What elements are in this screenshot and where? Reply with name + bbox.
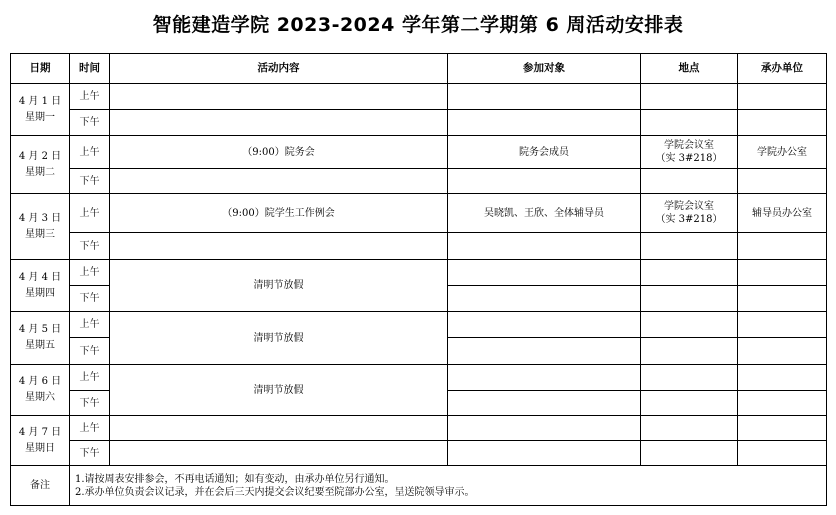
participants-cell — [448, 233, 641, 260]
organizer-cell — [738, 84, 827, 110]
organizer-cell — [738, 365, 827, 391]
weekday-label: 星期一 — [25, 111, 55, 123]
header-date: 日期 — [11, 54, 70, 84]
content-cell: 清明节放假 — [110, 365, 448, 416]
location-cell — [641, 110, 738, 136]
participants-cell — [448, 110, 641, 136]
location-cell — [641, 84, 738, 110]
table-row — [11, 136, 827, 169]
organizer-cell — [738, 233, 827, 260]
content-cell — [110, 441, 448, 466]
table-row — [11, 233, 827, 260]
content-cell — [110, 233, 448, 260]
header-content: 活动内容 — [110, 54, 448, 84]
notes-row — [11, 466, 827, 506]
date-cell — [11, 416, 70, 466]
content-cell: （9:00）院务会 — [110, 136, 448, 169]
participants-cell — [448, 416, 641, 441]
page-title: 智能建造学院 2023-2024 学年第二学期第 6 周活动安排表 — [152, 14, 684, 36]
period-am: 上午 — [70, 84, 110, 110]
participants-cell — [448, 260, 641, 286]
date-cell — [11, 365, 70, 416]
organizer-cell — [738, 416, 827, 441]
period-am: 上午 — [70, 194, 110, 233]
content-cell: 清明节放假 — [110, 260, 448, 312]
content-cell: 清明节放假 — [110, 312, 448, 365]
location-cell — [641, 338, 738, 365]
location-cell — [641, 169, 738, 194]
header-time: 时间 — [70, 54, 110, 84]
header-location: 地点 — [641, 54, 738, 84]
table-row — [11, 365, 827, 391]
weekday-label: 星期日 — [25, 442, 55, 454]
location-line: 学院会议室 — [664, 201, 714, 212]
date-label: 4 月 4 日 — [18, 271, 62, 283]
location-cell — [641, 365, 738, 391]
organizer-cell — [738, 391, 827, 416]
participants-cell: 院务会成员 — [448, 136, 641, 169]
table-row — [11, 260, 827, 286]
period-pm: 下午 — [70, 441, 110, 466]
location-line: （实 3#218） — [655, 214, 723, 225]
organizer-cell — [738, 110, 827, 136]
table-row — [11, 312, 827, 338]
organizer-cell — [738, 441, 827, 466]
note-line: 1.请按周表安排参会，不再电话通知；如有变动，由承办单位另行通知。 — [75, 473, 395, 485]
period-am: 上午 — [70, 260, 110, 286]
period-am: 上午 — [70, 416, 110, 441]
location-line: （实 3#218） — [655, 153, 723, 164]
organizer-cell — [738, 260, 827, 286]
period-pm: 下午 — [70, 233, 110, 260]
period-pm: 下午 — [70, 169, 110, 194]
participants-cell — [448, 365, 641, 391]
content-cell — [110, 169, 448, 194]
date-label: 4 月 6 日 — [18, 376, 62, 387]
location-cell — [641, 233, 738, 260]
table-row — [11, 441, 827, 466]
organizer-cell: 学院办公室 — [738, 136, 827, 169]
note-line: 2.承办单位负责会议记录，并在会后三天内提交会议纪要至院部办公室，呈送院领导审示。 — [75, 486, 475, 498]
organizer-cell: 辅导员办公室 — [738, 194, 827, 233]
notes-label: 备注 — [11, 466, 70, 506]
participants-cell: 吴晓凯、王欣、全体辅导员 — [448, 194, 641, 233]
participants-cell — [448, 286, 641, 312]
date-label: 4 月 7 日 — [18, 426, 62, 438]
organizer-cell — [738, 338, 827, 365]
header-participants: 参加对象 — [448, 54, 641, 84]
table-row — [11, 194, 827, 233]
content-cell: （9:00）院学生工作例会 — [110, 194, 448, 233]
period-pm: 下午 — [70, 286, 110, 312]
content-cell — [110, 84, 448, 110]
weekday-label: 星期六 — [25, 392, 55, 403]
location-cell — [641, 416, 738, 441]
date-cell — [11, 194, 70, 260]
location-cell — [641, 260, 738, 286]
participants-cell — [448, 441, 641, 466]
location-cell — [641, 312, 738, 338]
period-am: 上午 — [70, 136, 110, 169]
location-cell — [641, 136, 738, 169]
location-cell — [641, 391, 738, 416]
date-cell — [11, 312, 70, 365]
date-cell — [11, 260, 70, 312]
organizer-cell — [738, 286, 827, 312]
date-cell — [11, 136, 70, 194]
participants-cell — [448, 169, 641, 194]
table-row — [11, 169, 827, 194]
table-row — [11, 84, 827, 110]
organizer-cell — [738, 169, 827, 194]
weekday-label: 星期四 — [25, 287, 55, 299]
weekday-label: 星期三 — [25, 228, 55, 240]
notes-cell — [70, 466, 827, 506]
weekday-label: 星期五 — [25, 340, 55, 351]
content-cell — [110, 416, 448, 441]
header-organizer: 承办单位 — [738, 54, 827, 84]
participants-cell — [448, 312, 641, 338]
date-label: 4 月 2 日 — [18, 150, 62, 162]
table-row — [11, 110, 827, 136]
content-cell — [110, 110, 448, 136]
location-line: 学院会议室 — [664, 140, 714, 151]
period-pm: 下午 — [70, 391, 110, 416]
organizer-cell — [738, 312, 827, 338]
participants-cell — [448, 391, 641, 416]
date-label: 4 月 3 日 — [18, 212, 62, 224]
period-am: 上午 — [70, 312, 110, 338]
participants-cell — [448, 84, 641, 110]
period-pm: 下午 — [70, 110, 110, 136]
location-cell — [641, 441, 738, 466]
date-cell — [11, 84, 70, 136]
participants-cell — [448, 338, 641, 365]
header-row — [11, 54, 827, 84]
period-am: 上午 — [70, 365, 110, 391]
table-row — [11, 416, 827, 441]
schedule-table — [10, 53, 827, 506]
date-label: 4 月 1 日 — [18, 95, 62, 107]
location-cell — [641, 286, 738, 312]
weekday-label: 星期二 — [25, 166, 55, 178]
location-cell — [641, 194, 738, 233]
period-pm: 下午 — [70, 338, 110, 365]
date-label: 4 月 5 日 — [18, 324, 62, 335]
